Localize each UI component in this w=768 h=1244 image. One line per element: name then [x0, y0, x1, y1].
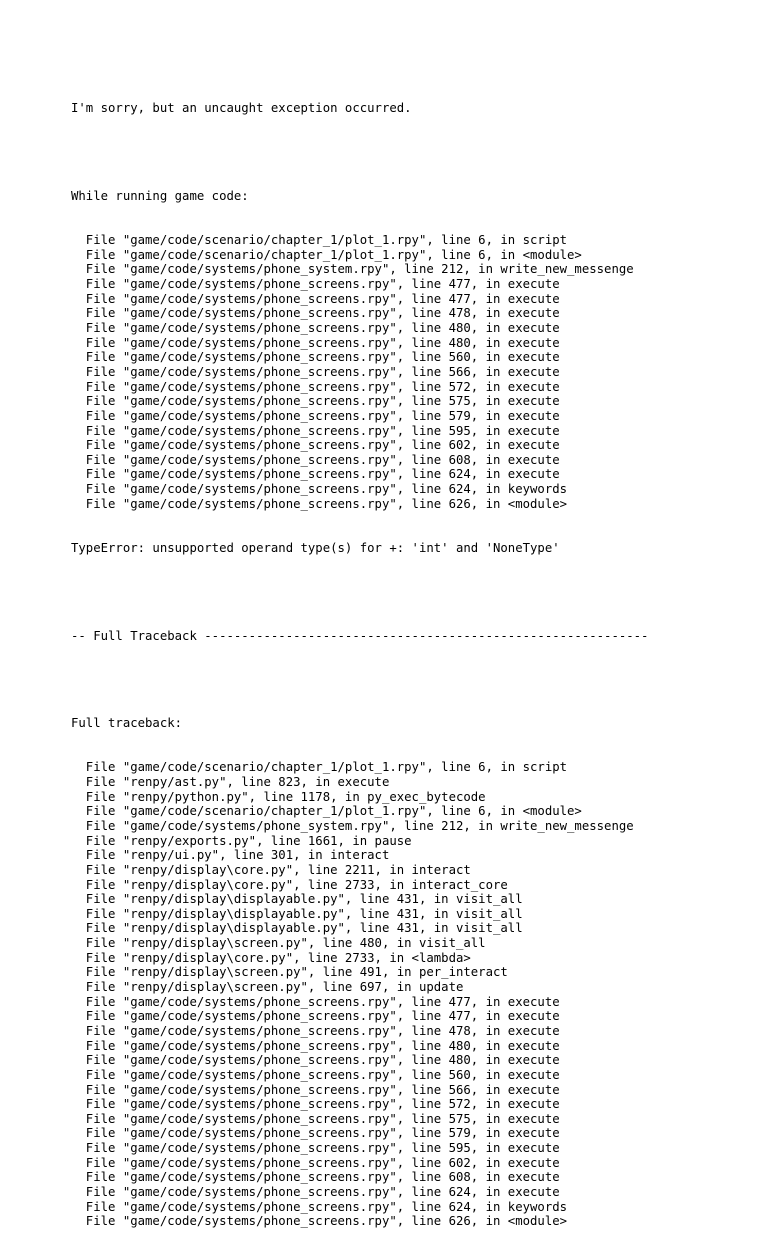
traceback-frame: File "game/code/systems/phone_screens.rpy", line 566, in execute: [71, 364, 560, 379]
blank-line: [71, 585, 761, 600]
traceback-frame: File "game/code/scenario/chapter_1/plot_1.rpy", line 6, in <module>: [71, 247, 582, 262]
traceback-frame: File "renpy/exports.py", line 1661, in pause: [71, 833, 412, 848]
full-traceback-frames: [71, 760, 761, 1229]
traceback-frame: File "game/code/systems/phone_screens.rpy", line 478, in execute: [71, 1023, 560, 1038]
traceback-frame: File "game/code/systems/phone_screens.rpy", line 478, in execute: [71, 306, 560, 321]
traceback-frame: File "game/code/systems/phone_screens.rpy", line 560, in execute: [71, 350, 560, 365]
traceback-frame: File "game/code/systems/phone_screens.rpy", line 560, in execute: [71, 1067, 560, 1082]
traceback-frame: File "renpy/display\screen.py", line 480, in visit_all: [71, 936, 486, 951]
full-traceback-divider: -- Full Traceback ------------------------------------------------------------: [71, 628, 649, 643]
traceback-frame: File "game/code/systems/phone_screens.rpy", line 579, in execute: [71, 1126, 560, 1141]
traceback-frame: File "renpy/display\displayable.py", line 431, in visit_all: [71, 921, 523, 936]
short-traceback-header: While running game code:: [71, 189, 249, 204]
traceback-frame: File "renpy/display\screen.py", line 697, in update: [71, 980, 464, 995]
traceback-frame: File "game/code/systems/phone_system.rpy", line 212, in write_new_messenge: [71, 262, 634, 277]
traceback-frame: File "game/code/systems/phone_screens.rpy", line 608, in execute: [71, 1170, 560, 1185]
traceback-frame: File "game/code/systems/phone_screens.rpy", line 624, in keywords: [71, 482, 568, 497]
traceback-frame: File "renpy/display\core.py", line 2733, in interact_core: [71, 877, 508, 892]
traceback-frame: File "game/code/systems/phone_system.rpy", line 212, in write_new_messenge: [71, 818, 634, 833]
traceback-frame: File "renpy/display\screen.py", line 491, in per_interact: [71, 965, 508, 980]
traceback-document: [71, 72, 761, 1244]
traceback-frame: File "game/code/systems/phone_screens.rpy", line 595, in execute: [71, 1141, 560, 1156]
exception-message: TypeError: unsupported operand type(s) for +: 'int' and 'NoneType': [71, 540, 560, 555]
error-intro: I'm sorry, but an uncaught exception occurred.: [71, 101, 412, 116]
traceback-frame: File "game/code/systems/phone_screens.rpy", line 608, in execute: [71, 452, 560, 467]
traceback-frame: File "game/code/scenario/chapter_1/plot_1.rpy", line 6, in script: [71, 233, 568, 248]
traceback-frame: File "game/code/systems/phone_screens.rpy", line 477, in execute: [71, 1009, 560, 1024]
traceback-frame: File "game/code/systems/phone_screens.rpy", line 480, in execute: [71, 1053, 560, 1068]
traceback-frame: File "renpy/display\displayable.py", line 431, in visit_all: [71, 906, 523, 921]
traceback-frame: File "game/code/systems/phone_screens.rpy", line 575, in execute: [71, 1111, 560, 1126]
traceback-frame: File "game/code/systems/phone_screens.rpy", line 579, in execute: [71, 408, 560, 423]
traceback-frame: File "game/code/systems/phone_screens.rpy", line 480, in execute: [71, 335, 560, 350]
traceback-frame: File "game/code/scenario/chapter_1/plot_1.rpy", line 6, in script: [71, 760, 568, 775]
traceback-frame: File "game/code/systems/phone_screens.rpy", line 626, in <module>: [71, 1214, 568, 1229]
traceback-frame: File "game/code/systems/phone_screens.rpy", line 477, in execute: [71, 994, 560, 1009]
traceback-frame: File "game/code/systems/phone_screens.rpy", line 624, in keywords: [71, 1199, 568, 1214]
traceback-frame: File "renpy/python.py", line 1178, in py_exec_bytecode: [71, 789, 486, 804]
traceback-frame: File "game/code/systems/phone_screens.rpy", line 602, in execute: [71, 1155, 560, 1170]
traceback-frame: File "game/code/systems/phone_screens.rpy", line 477, in execute: [71, 291, 560, 306]
traceback-frame: File "renpy/display\core.py", line 2211, in interact: [71, 862, 471, 877]
traceback-frame: File "game/code/systems/phone_screens.rpy", line 477, in execute: [71, 277, 560, 292]
blank-line: [71, 145, 761, 160]
traceback-frame: File "game/code/systems/phone_screens.rpy", line 624, in execute: [71, 467, 560, 482]
blank-line: [71, 673, 761, 688]
full-traceback-header: Full traceback:: [71, 716, 183, 731]
traceback-frame: File "game/code/systems/phone_screens.rpy", line 572, in execute: [71, 379, 560, 394]
traceback-frame: File "game/code/systems/phone_screens.rpy", line 575, in execute: [71, 394, 560, 409]
traceback-frame: File "game/code/systems/phone_screens.rpy", line 595, in execute: [71, 423, 560, 438]
traceback-frame: File "game/code/systems/phone_screens.rpy", line 624, in execute: [71, 1185, 560, 1199]
traceback-frame: File "renpy/ast.py", line 823, in execute: [71, 775, 390, 790]
traceback-frame: File "game/code/scenario/chapter_1/plot_1.rpy", line 6, in <module>: [71, 804, 582, 819]
traceback-frame: File "game/code/systems/phone_screens.rpy", line 572, in execute: [71, 1097, 560, 1112]
traceback-frame: File "game/code/systems/phone_screens.rpy", line 566, in execute: [71, 1082, 560, 1097]
traceback-frame: File "renpy/display\core.py", line 2733, in <lambda>: [71, 950, 471, 965]
traceback-frame: File "game/code/systems/phone_screens.rpy", line 602, in execute: [71, 438, 560, 453]
traceback-frame: File "renpy/ui.py", line 301, in interact: [71, 848, 390, 863]
short-traceback-frames: [71, 233, 761, 511]
traceback-frame: File "game/code/systems/phone_screens.rpy", line 480, in execute: [71, 1038, 560, 1053]
traceback-frame: File "game/code/systems/phone_screens.rpy", line 480, in execute: [71, 321, 560, 336]
traceback-frame: File "renpy/display\displayable.py", line 431, in visit_all: [71, 892, 523, 907]
traceback-frame: File "game/code/systems/phone_screens.rpy", line 626, in <module>: [71, 496, 568, 511]
